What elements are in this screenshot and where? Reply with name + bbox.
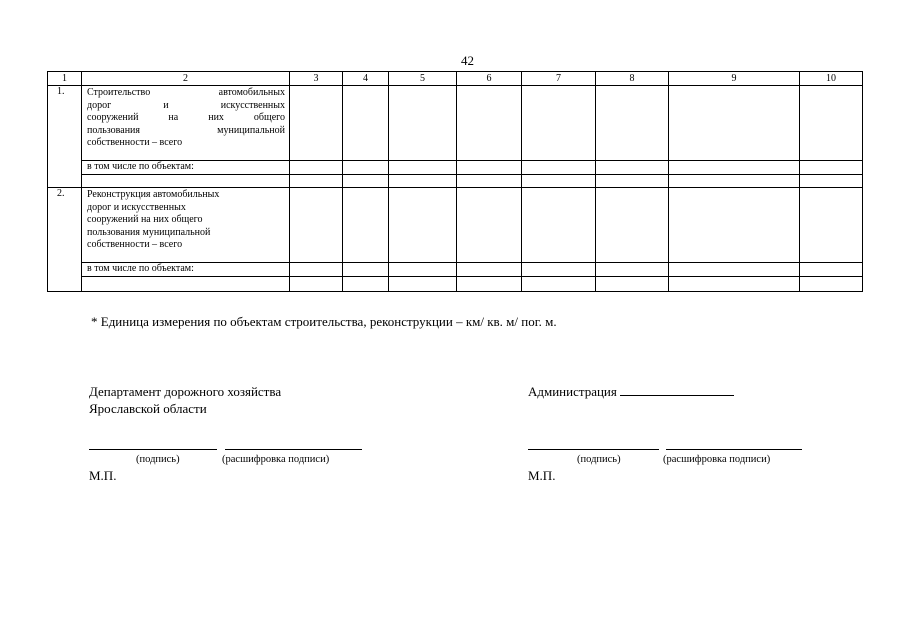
- table-cell[interactable]: [343, 175, 389, 188]
- row-description: [82, 188, 290, 263]
- table-cell[interactable]: [596, 161, 669, 175]
- description-line: собственности – всего: [87, 137, 183, 148]
- footnote: * Единица измерения по объектам строительства, реконструкции – км/ кв. м/ пог. м.: [91, 314, 557, 329]
- left-decoding-caption: (расшифровка подписи): [222, 454, 330, 465]
- table-cell[interactable]: [343, 188, 389, 263]
- table-cell[interactable]: [669, 161, 800, 175]
- table-cell[interactable]: [596, 188, 669, 263]
- table-cell[interactable]: [290, 175, 343, 188]
- table-cell[interactable]: [82, 277, 290, 292]
- table-cell[interactable]: [389, 161, 457, 175]
- table-cell[interactable]: [389, 263, 457, 277]
- description-line: дорог и искусственных: [87, 99, 285, 111]
- left-org-line: Департамент дорожного хозяйства: [89, 384, 282, 399]
- table-cell[interactable]: [457, 161, 522, 175]
- table-row: [48, 161, 863, 175]
- right-decoding-line[interactable]: [666, 449, 802, 450]
- table-cell[interactable]: [522, 263, 596, 277]
- table-cell[interactable]: [389, 277, 457, 292]
- column-header: 10: [800, 72, 863, 86]
- table-row: [48, 263, 863, 277]
- table-cell[interactable]: [669, 86, 800, 161]
- column-header: 3: [290, 72, 343, 86]
- table-row: [48, 175, 863, 188]
- table-cell[interactable]: [669, 277, 800, 292]
- column-header: 9: [669, 72, 800, 86]
- column-header: 2: [82, 72, 290, 86]
- table-cell[interactable]: [800, 175, 863, 188]
- row-number: 1.: [48, 86, 82, 188]
- page-number: 42: [461, 53, 474, 68]
- description-line: сооружений на них общего: [87, 112, 285, 123]
- left-org-line: Ярославской области: [89, 401, 207, 416]
- table-cell[interactable]: [522, 175, 596, 188]
- description-line: Строительство автомобильных: [87, 87, 285, 98]
- table-cell[interactable]: [343, 277, 389, 292]
- table-cell[interactable]: [596, 263, 669, 277]
- left-signature-line[interactable]: [89, 449, 217, 450]
- description-line: дорог и искусственных: [87, 201, 186, 213]
- table-row: [48, 188, 863, 263]
- table-cell[interactable]: [290, 277, 343, 292]
- description-line: пользования муниципальной: [87, 124, 285, 136]
- table-cell[interactable]: [82, 175, 290, 188]
- table-cell[interactable]: [596, 277, 669, 292]
- table-cell[interactable]: [522, 277, 596, 292]
- table-row: [48, 86, 863, 161]
- right-signature-caption: (подпись): [577, 454, 621, 465]
- table-row: [48, 277, 863, 292]
- table-cell[interactable]: [522, 188, 596, 263]
- right-org-line: Администрация: [528, 384, 617, 399]
- table-cell[interactable]: [389, 86, 457, 161]
- table-cell[interactable]: [457, 263, 522, 277]
- right-signature-line[interactable]: [528, 449, 659, 450]
- column-header: 8: [596, 72, 669, 86]
- table-cell[interactable]: [389, 188, 457, 263]
- table-cell[interactable]: [800, 277, 863, 292]
- table-cell[interactable]: [596, 175, 669, 188]
- table-cell[interactable]: [522, 86, 596, 161]
- column-header: 1: [48, 72, 82, 86]
- table-cell[interactable]: [800, 188, 863, 263]
- by-objects-label: в том числе по объектам:: [82, 161, 290, 175]
- description-line: Реконструкция автомобильных: [87, 189, 220, 200]
- column-header: 4: [343, 72, 389, 86]
- right-stamp-label: М.П.: [528, 468, 556, 483]
- table-cell[interactable]: [290, 161, 343, 175]
- row-description: [82, 86, 290, 161]
- table-cell[interactable]: [596, 86, 669, 161]
- table-cell[interactable]: [800, 86, 863, 161]
- column-header: 6: [457, 72, 522, 86]
- table-cell[interactable]: [389, 175, 457, 188]
- table-cell[interactable]: [290, 263, 343, 277]
- table-cell[interactable]: [290, 86, 343, 161]
- left-signature-caption: (подпись): [136, 454, 180, 465]
- table-cell[interactable]: [669, 188, 800, 263]
- row-number: 2.: [48, 188, 82, 292]
- table-cell[interactable]: [343, 161, 389, 175]
- table-cell[interactable]: [457, 188, 522, 263]
- table-cell[interactable]: [457, 86, 522, 161]
- table-cell[interactable]: [800, 161, 863, 175]
- description-line: сооружений на них общего: [87, 214, 203, 225]
- by-objects-label: в том числе по объектам:: [82, 263, 290, 277]
- table-cell[interactable]: [522, 161, 596, 175]
- table-cell[interactable]: [343, 263, 389, 277]
- form-table: [47, 71, 863, 292]
- left-org-title: [89, 383, 281, 417]
- description-line: пользования муниципальной: [87, 226, 211, 238]
- left-stamp-label: М.П.: [89, 468, 117, 483]
- right-org-title: [528, 383, 734, 400]
- administration-name-line[interactable]: [620, 384, 734, 396]
- table-cell[interactable]: [290, 188, 343, 263]
- table-cell[interactable]: [457, 277, 522, 292]
- right-decoding-caption: (расшифровка подписи): [663, 454, 771, 465]
- table-cell[interactable]: [457, 175, 522, 188]
- table-cell[interactable]: [343, 86, 389, 161]
- column-header: 7: [522, 72, 596, 86]
- left-decoding-line[interactable]: [225, 449, 362, 450]
- table-cell[interactable]: [669, 175, 800, 188]
- table-header-row: [48, 72, 863, 86]
- column-header: 5: [389, 72, 457, 86]
- table-cell[interactable]: [800, 263, 863, 277]
- table-cell[interactable]: [669, 263, 800, 277]
- description-line: собственности – всего: [87, 239, 183, 250]
